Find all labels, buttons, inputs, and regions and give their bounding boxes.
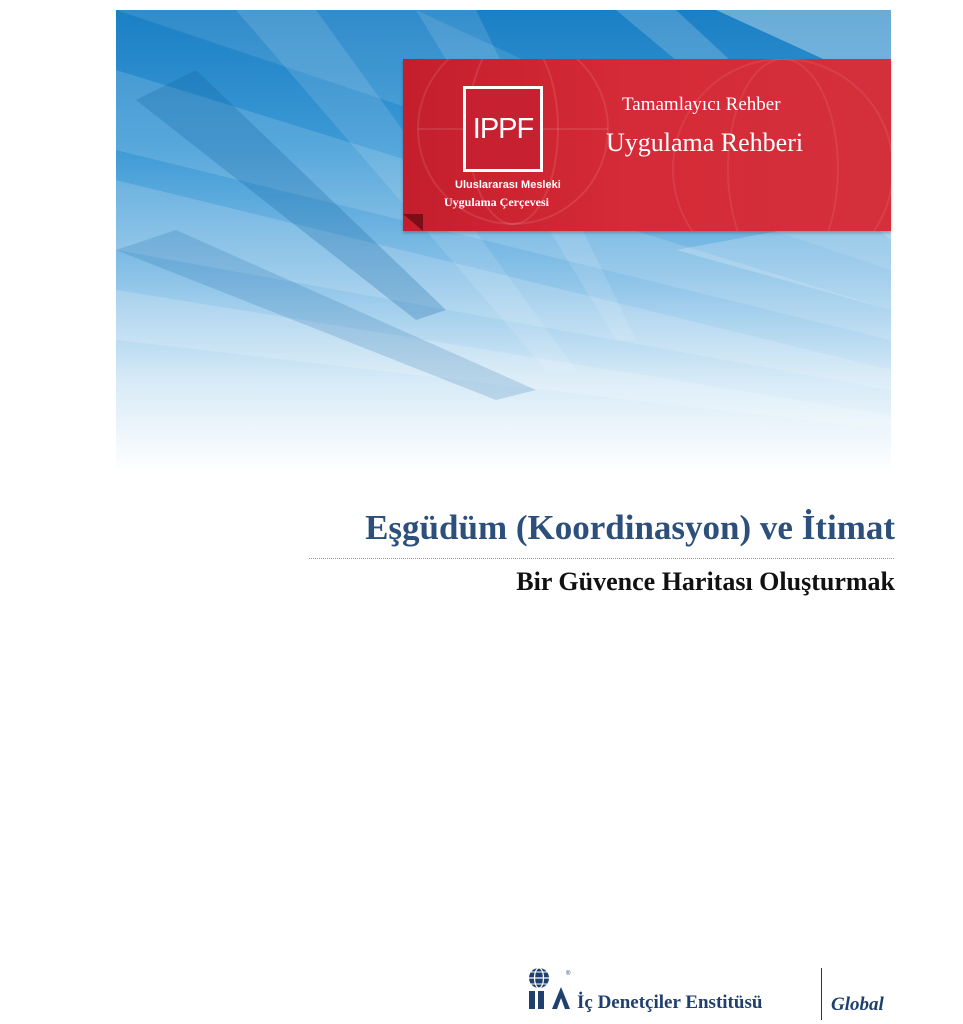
title-divider — [309, 558, 894, 559]
ippf-logo-subtitle-1: Uluslararası Mesleki — [455, 179, 561, 191]
document-title: Eşgüdüm (Koordinasyon) ve İtimat — [365, 508, 895, 547]
iia-logo-text: IIA — [526, 967, 528, 968]
guide-type-label: Tamamlayıcı Rehber — [622, 94, 781, 115]
ippf-logo-subtitle-2: Uygulama Çerçevesi — [444, 195, 549, 209]
ippf-logo-text: IPPF — [472, 112, 534, 145]
svg-text:®: ® — [566, 971, 571, 977]
footer-org-name: İç Denetçiler Enstitüsü — [577, 992, 763, 1013]
iia-globe-icon — [526, 967, 576, 1011]
iia-logo — [526, 967, 576, 1016]
footer-global-label: Global — [831, 994, 884, 1015]
guide-name-label: Uygulama Rehberi — [606, 128, 804, 157]
footer-divider — [821, 968, 822, 1020]
ippf-logo — [463, 86, 543, 172]
banner-fold — [403, 214, 423, 231]
document-subtitle: Bir Güvence Haritası Oluşturmak — [516, 567, 895, 596]
